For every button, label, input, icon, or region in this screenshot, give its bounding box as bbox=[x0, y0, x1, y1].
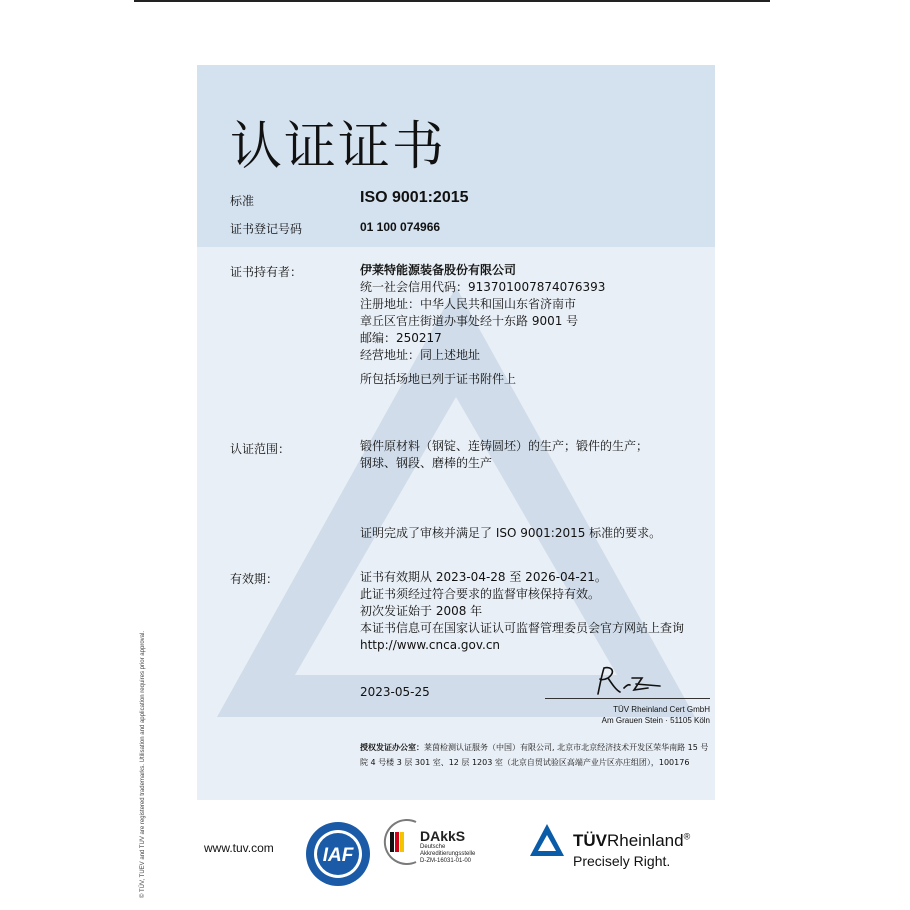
validity-block bbox=[360, 569, 684, 654]
tuv-brand-name bbox=[573, 831, 690, 851]
office-label: 授权发证办公室： bbox=[360, 743, 424, 752]
certificate-title: 认证证书 bbox=[230, 117, 447, 177]
tuv-tagline: Precisely Right. bbox=[573, 853, 671, 869]
standard-label: 标准 bbox=[230, 194, 255, 208]
dakks-logo-icon bbox=[380, 818, 420, 870]
issuer-name: TÜV Rheinland Cert GmbH bbox=[613, 705, 710, 714]
registration-label: 证书登记号码 bbox=[230, 222, 303, 236]
office-block bbox=[360, 740, 710, 770]
validity-line: 本证书信息可在国家认证认可监督管理委员会官方网站上查询 bbox=[360, 621, 685, 635]
holder-line: 经营地址：同上述地址 bbox=[360, 348, 481, 362]
validity-line: 初次发证始于 2008 年 bbox=[360, 604, 483, 618]
holder-company: 伊莱特能源装备股份有限公司 bbox=[360, 263, 517, 277]
holder-line: 注册地址：中华人民共和国山东省济南市 bbox=[360, 297, 577, 311]
iaf-logo-icon bbox=[304, 820, 372, 892]
scope-line: 钢球、钢段、磨棒的生产 bbox=[360, 456, 493, 470]
audit-statement: 证明完成了审核并满足了 ISO 9001:2015 标准的要求。 bbox=[360, 526, 662, 540]
dakks-line: Deutsche bbox=[420, 844, 446, 850]
holder-line: 统一社会信用代码：913701007874076393 bbox=[360, 280, 606, 294]
trademark-note: © TÜV, TUEV and TUV are registered trademarks. Utilisation and application requires prior approval. bbox=[140, 631, 146, 898]
registration-value: 01 100 074966 bbox=[360, 220, 441, 234]
holder-block bbox=[360, 262, 605, 364]
cnca-link[interactable]: http://www.cnca.gov.cn bbox=[360, 638, 501, 652]
top-border-line bbox=[134, 0, 770, 2]
issuer-block bbox=[602, 704, 710, 726]
website-link[interactable]: www.tuv.com bbox=[204, 841, 274, 855]
sites-note: 所包括场地已列于证书附件上 bbox=[360, 372, 517, 386]
dakks-text bbox=[420, 828, 475, 865]
dakks-number: D-ZM-16031-01-00 bbox=[420, 858, 472, 864]
signature-icon bbox=[590, 664, 670, 700]
dakks-line: Akkreditierungsstelle bbox=[420, 851, 476, 857]
signature-line bbox=[545, 698, 710, 699]
issue-date: 2023-05-25 bbox=[360, 685, 430, 699]
tuv-brand-bold: TÜV bbox=[573, 831, 607, 850]
issuer-address: Am Grauen Stein · 51105 Köln bbox=[601, 716, 710, 725]
holder-label: 证书持有者： bbox=[230, 265, 303, 279]
validity-label: 有效期： bbox=[230, 572, 279, 586]
scope-line: 锻件原材料（钢锭、连铸圆坯）的生产；锻件的生产； bbox=[360, 439, 649, 453]
scope-label: 认证范围： bbox=[230, 442, 291, 456]
validity-line: 证书有效期从 2023-04-28 至 2026-04-21。 bbox=[360, 570, 607, 584]
registered-mark: ® bbox=[683, 831, 691, 842]
validity-line: 此证书须经过符合要求的监督审核保持有效。 bbox=[360, 587, 601, 601]
holder-line: 章丘区官庄街道办事处经十东路 9001 号 bbox=[360, 314, 579, 328]
iaf-logo-text: IAF bbox=[322, 845, 354, 866]
scope-block bbox=[360, 438, 648, 472]
holder-line: 邮编：250217 bbox=[360, 331, 442, 345]
tuv-brand-rest: Rheinland bbox=[607, 831, 684, 850]
office-text: 莱茵检测认证服务（中国）有限公司, 北京市北京经济技术开发区荣华南路 15 号院 4 号楼 3 层 301 室、12 层 1203 室（北京自贸试验区高端产业片区亦庄组团），100176 bbox=[360, 743, 709, 767]
standard-value: ISO 9001:2015 bbox=[360, 189, 469, 206]
dakks-title: DAkkS bbox=[420, 828, 466, 844]
tuv-triangle-logo-icon bbox=[528, 822, 566, 862]
